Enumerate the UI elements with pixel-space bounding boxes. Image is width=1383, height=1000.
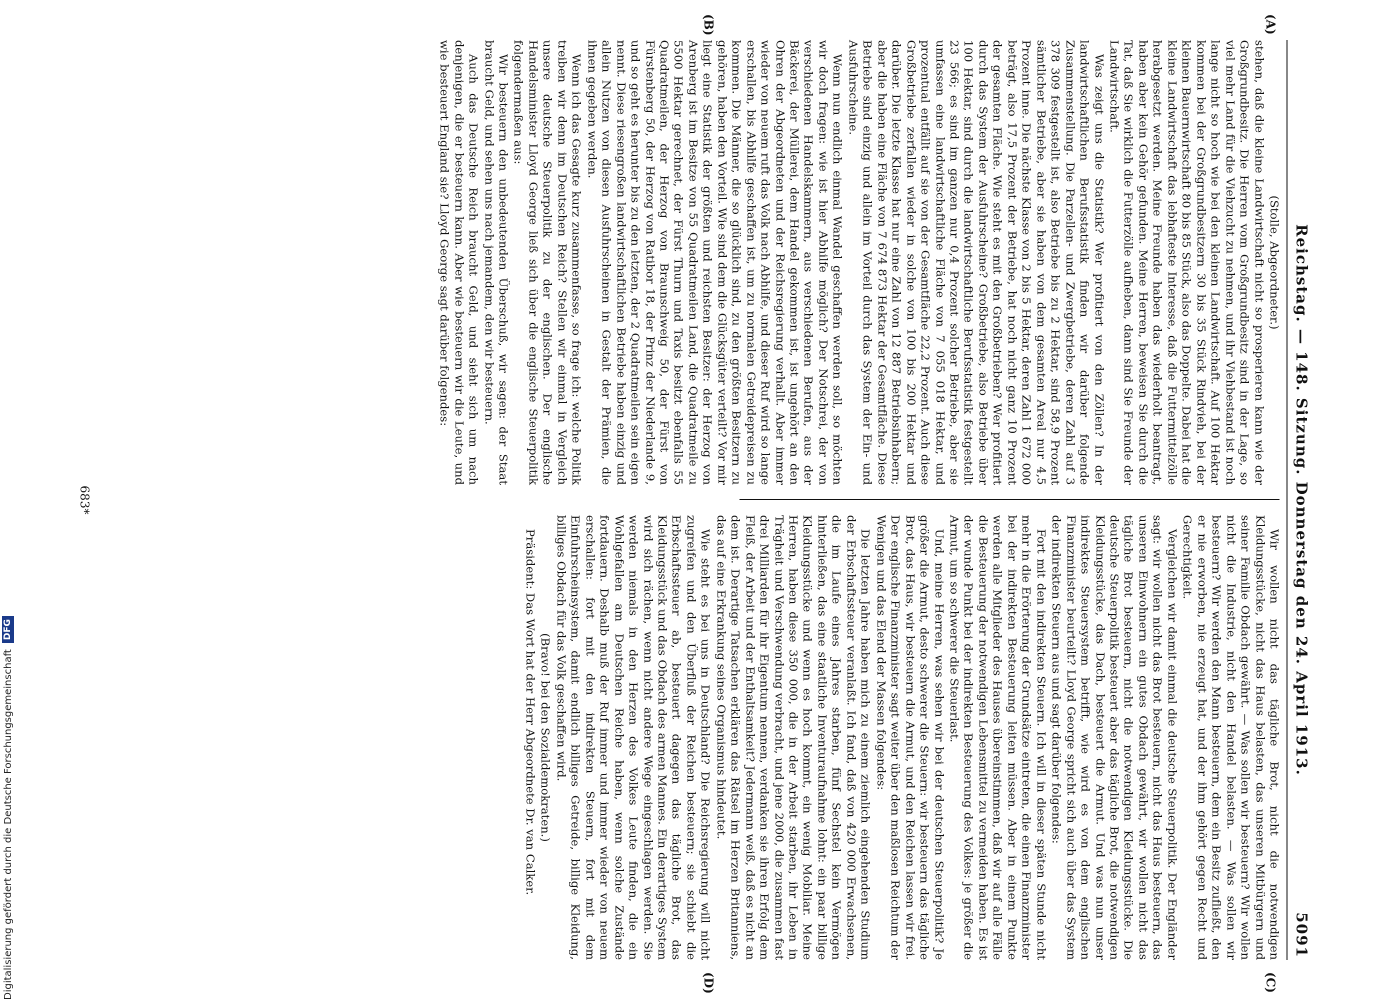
paragraph: Wenn nun endlich einmal Wandel geschaffen werden soll, so möchten wir doch fragen: wie ist hier Abhilfe möglich? Der Notschrei, der von verschiedenen Handelskammern, aus verschiedenen Berufen, aus der Bäckerei, der Müllerei, dem Handel gekommen ist, ist ungehört an den Ohren der Abgeordneten und der Reichsregierung verhallt. Aber immer wieder von neuem ruft das Volk nach Abhilfe, und dieser Ruf wird so lange erschallen, bis Abhilfe geschaffen ist, um zu normalen Getreidepreisen zu kommen. Die Männer, die so glücklich sind, zu den größten Besitzern zu gehören, haben den Vorteil. Wie sind dem die Glücksgüter verteilt? Vor mir liegt eine Statistik der größten und reichsten Besitzer: der Herzog von Arenberg ist im Besitze von 55 Quadratmeilen Land, die Quadratmeile zu 5500 Hektar gerechnet, der Fürst Thurn und Taxis besitzt ebenfalls 55 Quadratmeilen, der Herzog von Braunschweig 50, der Fürst von Fürstenberg 50, der Herzog von Ratibor 18, der Prinz der Niederlande 9, und so geht es herunter bis zu den letzten, der 2 Quadratmeilen sein eigen nennt. Diese riesengroßen landwirtschaftlichen Betriebe haben einzig und allein Nutzen von diesen Ausfuhrscheinen in Gestalt der Prämien, die ihnen gegeben werden. — [584, 40, 845, 485]
margin-marker-a: (A) — [1263, 14, 1277, 35]
page-header — [1286, 40, 1313, 960]
margin-marker-b: (B) — [701, 14, 715, 36]
paragraph: Auch das Deutsche Reich braucht Geld, und sieht sich um nach denjenigen, die er besteuern kann. Aber wie besteuern wir die Leute, und wie besteuert England sie? Lloyd George sagt darüber folgendes: — [437, 40, 481, 485]
margin-marker-c: (C) — [1263, 972, 1277, 993]
quote-paragraph: Die letzten Jahre haben mich zu einem ziemlich eingehenden Studium der Erbschaftssteuer veranlaßt. Ich fand, daß von 420 000 Erwachsenen, die im Laufe eines Jahres starben, fünf Sechstel kein Vermögen hinterließen, das eine staatliche Inventuraufnahme lohnt: ein paar billige Kleidungsstücke und wenn es hoch kommt, ein wenig Mobiliar. Meine Herren, haben diese 350 000, die in der Arbeit starben, ihr Leben in Trägheit und Verschwendung verbracht, und jene 2000, die zusammen fast drei Milliarden für ihr Eigentum nennen, verdanken sie ihren Erfolg dem Fleiß, der Arbeit und der Enthaltsamkeit? Jedermann weiß, daß es nicht an dem ist. Derartige Tatsachen erklären das Rätsel im Herzen Britanniens, das auf eine Erkrankung seines Organismus hindeutet. — [713, 515, 873, 960]
column-divider — [739, 499, 1279, 500]
speaker-note: (Stolle, Abgeordneter.) — [1267, 195, 1281, 330]
paragraph: Wenn ich das Gesagte kurz zusammenfasse, so frage ich: welche Politik treiben wir denn im Deutschen Reich? Stellen wir einmal in Vergleich unsere deutsche Steuerpolitik zu der englischen. Der englische Handelsminister Lloyd George ließ sich über die englische Steuerpolitik folgendermaßen aus: — [511, 40, 584, 485]
paragraph: stehen, daß die kleine Landwirtschaft nicht so prosperieren kann wie der Großgrundbesitz. Die Herren vom Großgrundbesitz sind in der Lage, so viel mehr Land für die Viehzucht zu nehmen, und ihr Viehbestand ist noch lange nicht so hoch wie bei den kleinen Landwirtschaft. Auf 100 Hektar kommen bei der Großgrundbesitzern 30 bis 35 Stück Rindvieh, bei der kleinen Bauernwirtschaft 80 bis 85 Stück, also das Doppelte. Dabei hat die kleine Landwirtschaft das lebhafteste Interesse, daß die Futtermittelzölle herabgesetzt werden. Meine Freunde haben das wiederholt beantragt, haben aber kein Gehör gefunden. Meine Herren, beweisen Sie durch die Tat, daß Sie wirklich die Futterzölle aufheben, dann sind Sie Freunde der Landwirtschaft. — [1107, 40, 1266, 485]
president-line: Präsident: Das Wort hat der Herr Abgeordnete Dr. van Calker. — [522, 529, 537, 896]
left-column — [91, 40, 1281, 485]
credit-text: Digitalisierung gefördert durch die Deutsche Forschungsgemeinschaft — [2, 649, 14, 1000]
right-column — [91, 515, 1281, 960]
paragraph: Vergleichen wir damit einmal die deutsche Steuerpolitik. Der Engländer sagt: wir wollen nicht das Brot besteuern, nicht das Haus besteuern, das unseren Einwohnern ein gutes Obdach gewährt, wir wollen nicht das tägliche Brot besteuern, nicht die notwendigen Kleidungsstücke. Die deutsche Steuerpolitik besteuert aber das tägliche Brot, die notwendigen Kleidungsstücke, das Dach, besteuert die Armut. Und was nun unser indirektes Steuersystem betrifft, wie wird es von dem englischen Finanzminister beurteilt? Lloyd George spricht sich auch über das System der indirekten Steuern aus und sagt darüber folgendes: — [1049, 515, 1179, 960]
paragraph: Was zeigt uns die Statistik? Wer profitiert von den Zöllen? In der landwirtschaftlichen Berufsstatistik finden wir darüber folgende Zusammenstellung. Die Parzellen- und Zwergbetriebe, deren Zahl auf 3 378 309 festgestellt ist, also Betriebe bis zu 2 Hektar, sind 58,9 Prozent sämtlicher Betriebe, aber sie haben von dem gesamten Areal nur 4,5 Prozent inne. Die nächste Klasse von 2 bis 5 Hektar, deren Zahl 1 672 000 beträgt, also 17,5 Prozent der Betriebe, hat noch nicht ganz 10 Prozent der gesamten Fläche. Wie steht es mit den Großbetrieben? Wer profitiert durch das System der Ausfuhrscheine? Großbetriebe, also Betriebe über 100 Hektar, sind durch die landwirtschaftliche Berufsstatistik festgestellt 23 566; es sind im ganzen nur 0,4 Prozent solcher Betriebe, aber sie umfassen eine landwirtschaftliche Fläche von 7 055 018 Hektar, und prozentual entfällt auf sie von der Gesamtfläche 22,2 Prozent. Auch diese Großbetriebe zerfallen wieder in solche von 100 bis 200 Hektar und darüber. Die letzte Klasse hat nur eine Zahl von 12 887 Betriebsinhabern; aber die haben eine Fläche von 7 674 873 Hektar der Gesamtfläche. Diese Betriebe sind einzig und allein im Vorteil durch das System der Ein- und Ausfuhrscheine. — [845, 40, 1106, 485]
session-title: Reichstag. — 148. Sitzung. Donnerstag den 24. April 1913. — [1292, 224, 1310, 776]
paragraph: Wie steht es bei uns in Deutschland? Die Reichsregierung will nicht zugreifen und den Überfluß der Reichen besteuern; sie schiebt die Erbschaftssteuer ab, besteuert dagegen das tägliche Brot, das Kleidungsstück und das Obdach des armen Mannes. Ein derartiges System wird sich rächen, wenn nicht andere Wege eingeschlagen werden. Sie werden niemals in den Herzen des Volkes Leute finden, die ein Wohlgefallen am Deutschen Reiche haben, wenn solche Zustände fortdauern. Deshalb muß der Ruf immer und immer wieder von neuem erschallen: fort mit den indirekten Steuern, fort mit dem Einfuhrscheinsystem, damit endlich billiges Getreide, billige Kleidung, billiges Obdach für das Volk geschaffen wird. — [553, 515, 713, 960]
quote-paragraph: Wir wollen nicht das tägliche Brot, nicht die notwendigen Kleidungsstücke, nicht das Haus belasten, das unseren Mitbürgern und seiner Familie Obdach gewährt. — Was sollen wir besteuern? Wir wollen nicht die Industrie, nicht den Handel belasten. — Was sollen wir besteuern? Wir werden den Mann besteuern, dem ein Besitz zufließt, den er nie erworben, nie erzeugt hat, und der ihm gehört gegen Recht und Gerechtigkeit. — [1180, 515, 1281, 960]
page-footer-number: 683* — [77, 485, 91, 515]
stage-note: (Bravo! bei den Sozialdemokraten.) — [538, 633, 553, 842]
page-content — [73, 14, 1313, 994]
dfg-logo: DFG — [2, 616, 14, 643]
quote-paragraph: Wir besteuern den unbedeutenden Überschuß, wir sagen: der Staat braucht Geld, und sehen uns nach jemandem, den wir besteuern. — [481, 40, 510, 485]
digitization-credit — [2, 616, 14, 1000]
quote-paragraph: Fort mit den indirekten Steuern. Ich will in dieser späten Stunde nicht mehr in die Erörterung der Grundsätze eintreten, die einen Finanzminister bei der indirekten Besteuerung leiten müssen. Aber in einem Punkte werden alle Mitglieder des Hauses übereinstimmen, daß wir auf alle Fälle die Besteuerung der notwendigen Lebensmittel zu vermeiden haben. Es ist der wunde Punkt bei der indirekten Besteuerung des Volkes: je größer die Armut, um so schwerer die Steuerlast. — [947, 515, 1048, 960]
margin-marker-d: (D) — [701, 972, 715, 994]
page-number: 5091 — [1292, 912, 1310, 958]
paragraph: Und, meine Herren, was sehen wir bei der deutschen Steuerpolitik? Je größer die Armut, desto schwerer die Steuern: wir besteuern das tägliche Brot, das Haus, wir besteuern die Armut, und den Reichen lassen wir frei. Der englische Finanzminister sagt weiter über den maßlosen Reichtum der Wenigen und das Elend der Massen folgendes: — [873, 515, 946, 960]
